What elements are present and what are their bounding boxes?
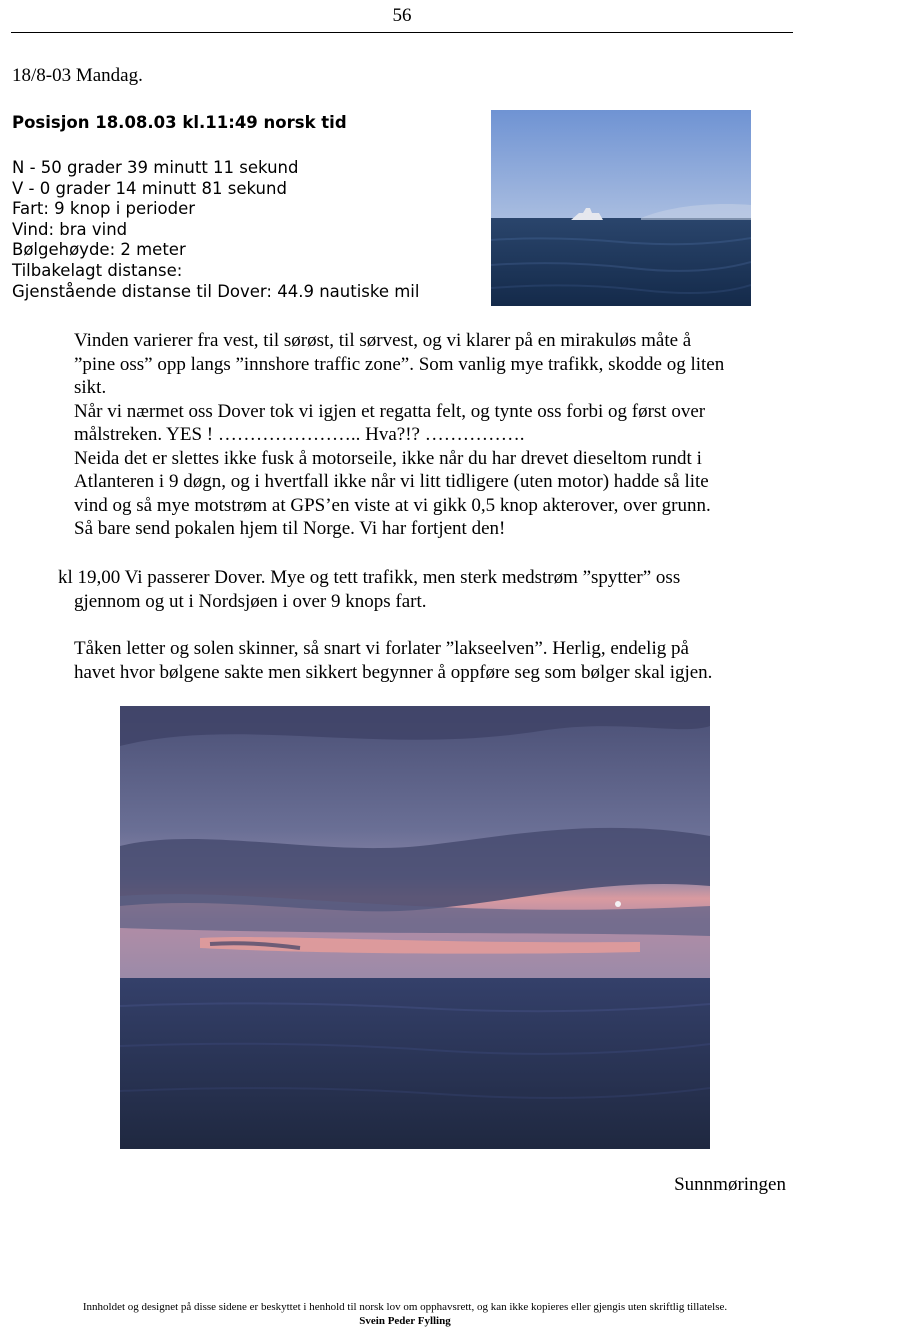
position-speed: Fart: 9 knop i perioder bbox=[12, 199, 196, 219]
text-line: målstreken. YES ! ………………….. Hva?!? ……………. bbox=[74, 424, 525, 445]
signature: Sunnmøringen bbox=[674, 1174, 786, 1195]
text-line: Neida det er slettes ikke fusk å motorseile, ikke når du har drevet dieseltom rundt i bbox=[74, 447, 702, 469]
paragraph-fog-lifts bbox=[74, 637, 794, 684]
position-distance-covered: Tilbakelagt distanse: bbox=[12, 260, 183, 280]
position-distance-remaining: Gjenstående distanse til Dover: 44.9 nautiske mil bbox=[12, 281, 420, 301]
copyright-footer bbox=[0, 1300, 810, 1328]
text-line: Vinden varierer fra vest, til sørøst, til sørvest, og vi klarer på en mirakuløs måte å bbox=[74, 330, 692, 351]
paragraph-dover-approach bbox=[74, 329, 794, 541]
text-line: havet hvor bølgene sakte men sikkert begynner å oppføre seg som bølger skal igjen. bbox=[74, 661, 713, 683]
text-line: Atlanteren i 9 døgn, og i hvertfall ikke når vi litt tidligere (uten motor) hadde så lite bbox=[74, 471, 709, 492]
position-latitude: N - 50 grader 39 minutt 11 sekund bbox=[12, 158, 299, 177]
date-line: 18/8-03 Mandag. bbox=[12, 65, 143, 86]
text-line: ”pine oss” opp langs ”innshore traffic zone”. Som vanlig mye trafikk, skodde og liten bbox=[74, 353, 725, 375]
page-number: 56 bbox=[392, 5, 412, 26]
copyright-notice: Innholdet og designet på disse sidene er beskyttet i henhold til norsk lov om opphavsrett, og kan ikke kopieres eller gjengis uten skriftlig tillatelse. bbox=[82, 1301, 728, 1313]
text-line: sikt. bbox=[74, 377, 107, 398]
position-longitude: V - 0 grader 14 minutt 81 sekund bbox=[12, 178, 287, 198]
paragraph-passing-dover bbox=[58, 566, 798, 613]
sunset-over-sea-photo bbox=[120, 706, 710, 1149]
position-wave-height: Bølgehøyde: 2 meter bbox=[12, 240, 186, 260]
text-line: vind og så mye motstrøm at GPS’en viste at vi gikk 0,5 knop akterover, over grunn. bbox=[74, 494, 711, 516]
author-name: Svein Peder Fylling bbox=[359, 1315, 451, 1327]
ship-at-sea-photo bbox=[491, 110, 751, 306]
position-wind: Vind: bra vind bbox=[12, 219, 128, 239]
text-line: Når vi nærmet oss Dover tok vi igjen et regatta felt, og tynte oss forbi og først over bbox=[74, 400, 706, 422]
text-line: gjennom og ut i Nordsjøen i over 9 knops fart. bbox=[74, 590, 427, 612]
position-details bbox=[12, 158, 419, 302]
header-rule bbox=[11, 32, 793, 33]
text-line: Tåken letter og solen skinner, så snart vi forlater ”lakseelven”. Herlig, endelig på bbox=[74, 638, 689, 659]
text-line: kl 19,00 Vi passerer Dover. Mye og tett trafikk, men sterk medstrøm ”spytter” oss bbox=[58, 567, 681, 588]
position-title: Posisjon 18.08.03 kl.11:49 norsk tid bbox=[12, 113, 347, 132]
text-line: Så bare send pokalen hjem til Norge. Vi har fortjent den! bbox=[74, 518, 506, 539]
